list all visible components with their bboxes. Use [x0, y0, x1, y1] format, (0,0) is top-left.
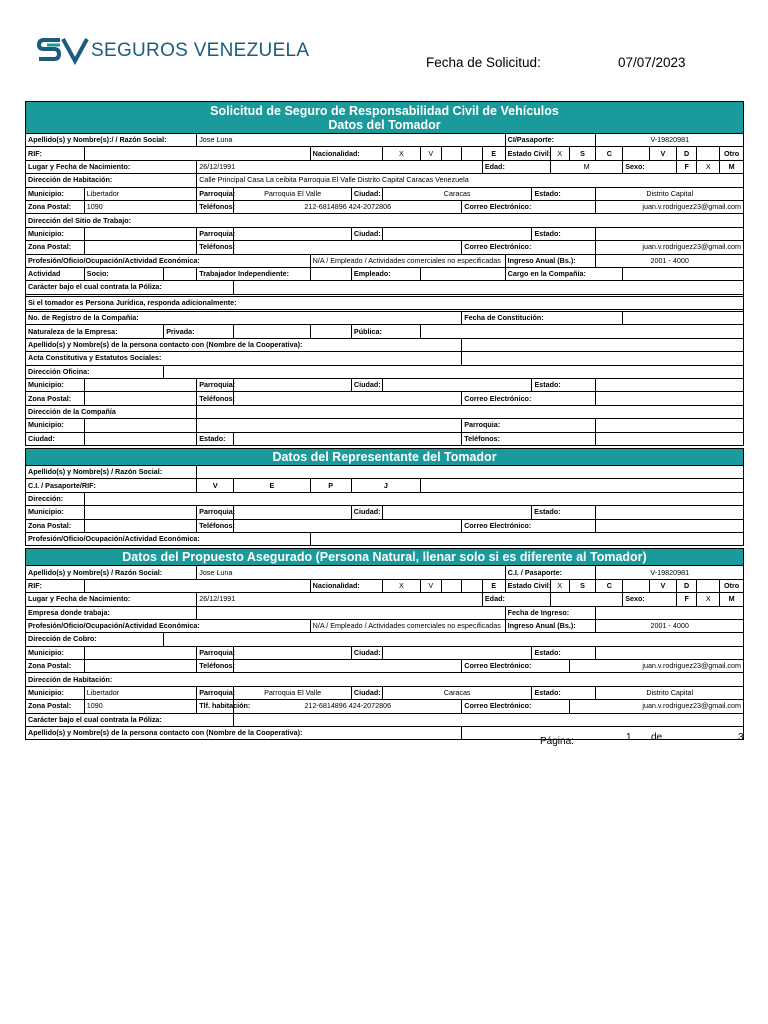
asegurado-table [25, 565, 744, 740]
aseg-sexo-m[interactable]: M [720, 593, 744, 606]
rep-parroquia-field[interactable] [234, 506, 352, 519]
field-label: Estado: [532, 686, 596, 699]
trabajo-estado-field[interactable] [596, 227, 744, 240]
field-label: Parroquia: [197, 506, 234, 519]
field-label: Nacionalidad: [310, 147, 382, 160]
field-label: Ingreso Anual (Bs.): [505, 619, 596, 632]
estado-field[interactable]: Distrito Capital [596, 187, 744, 200]
aseg-nac-v[interactable]: V [421, 579, 442, 592]
field-label: Profesión/Oficio/Ocupación/Actividad Económica: [26, 619, 311, 632]
compania-telefonos-field[interactable] [596, 432, 744, 445]
tomador-table [25, 133, 744, 446]
edad-field[interactable]: M [551, 160, 623, 173]
table-row [26, 727, 744, 740]
field-label: Empleado: [351, 267, 420, 280]
brand-name: SEGUROS VENEZUELA [91, 40, 310, 61]
aseg-cobro-zona[interactable] [84, 660, 196, 673]
trabajo-zona-field[interactable] [84, 241, 196, 254]
field-label: Estado: [532, 506, 596, 519]
rep-estado-field[interactable] [596, 506, 744, 519]
field-label: Parroquia: [197, 227, 234, 240]
table-row [26, 686, 744, 699]
field-label: Dirección Oficina: [26, 365, 164, 378]
aseg-civil-x[interactable]: X [551, 579, 570, 592]
table-row [26, 267, 744, 280]
field-label: C.I. / Pasaporte/RIF: [26, 479, 197, 492]
field-label: Teléfonos: [462, 432, 596, 445]
aseg-hab-ciudad[interactable]: Caracas [382, 686, 532, 699]
field-label: Zona Postal: [26, 660, 85, 673]
field-label: Estado: [532, 646, 596, 659]
compania-blank[interactable] [197, 419, 462, 432]
section-band-representante [25, 448, 744, 465]
aseg-hab-parroquia[interactable]: Parroquia El Valle [234, 686, 352, 699]
aseg-hab-estado[interactable]: Distrito Capital [596, 686, 744, 699]
field-label: Teléfonos: [197, 241, 234, 254]
field-label: Parroquia: [197, 379, 234, 392]
profesion-field[interactable]: N/A / Empleado / Actividades comerciales no especificadas [310, 254, 505, 267]
field-label: Carácter bajo el cual contrata la Póliza: [26, 713, 234, 726]
sexo-f[interactable]: F [676, 160, 697, 173]
rep-j[interactable]: J [351, 479, 420, 492]
rep-p[interactable]: P [310, 479, 351, 492]
field-label: Zona Postal: [26, 392, 85, 405]
representante-nombre-field[interactable] [197, 465, 744, 478]
table-row [26, 566, 744, 579]
nacionalidad-x[interactable]: X [382, 147, 420, 160]
field-label: Dirección del Sitio de Trabajo: [26, 214, 744, 227]
field-label: Zona Postal: [26, 519, 85, 532]
table-row [26, 134, 744, 147]
field-label: Estado Civil: [505, 579, 550, 592]
aseg-sexo-f[interactable]: F [676, 593, 697, 606]
nacionalidad-e[interactable]: E [482, 147, 505, 160]
table-row [26, 532, 744, 545]
aseg-civil-otro[interactable]: Otro [720, 579, 744, 592]
table-row [26, 312, 744, 325]
field-label: Municipio: [26, 686, 85, 699]
compania-municipio-field[interactable] [84, 419, 196, 432]
oficina-telefonos-field[interactable] [234, 392, 462, 405]
field-label: Correo Electrónico: [462, 519, 596, 532]
rep-municipio-field[interactable] [84, 506, 196, 519]
field-label: C.I. / Pasaporte: [505, 566, 596, 579]
field-label: Dirección de Habitación: [26, 174, 197, 187]
direccion-field[interactable]: Calle Principal Casa La ceibita Parroquia El Valle Distrito Capital Caracas Venezuela [197, 174, 744, 187]
aseg-nac-box[interactable] [441, 579, 462, 592]
telefonos-field[interactable]: 212-6814896 424-2072806 [234, 200, 462, 213]
aseg-hab-correo[interactable]: juan.v.rodriguez23@gmail.com [569, 700, 743, 713]
compania-parroquia-field[interactable] [596, 419, 744, 432]
aseg-fecha-ingreso-field[interactable] [596, 606, 744, 619]
field-label: Ciudad: [351, 646, 382, 659]
field-label: Acta Constitutiva y Estatutos Sociales: [26, 352, 462, 365]
field-label: Socio: [84, 267, 163, 280]
table-row [26, 465, 744, 478]
field-label: Apellido(s) y Nombre(s) de la persona contacto con (Nombre de la Cooperativa): [26, 338, 462, 351]
field-label: Lugar y Fecha de Nacimiento: [26, 593, 197, 606]
field-label: Fecha de Ingreso: [505, 606, 596, 619]
rep-profesion-field[interactable] [310, 532, 743, 545]
oficina-municipio-field[interactable] [84, 379, 196, 392]
table-row [26, 713, 744, 726]
aseg-civil-v[interactable]: V [650, 579, 677, 592]
table-row [26, 646, 744, 659]
table-row [26, 579, 744, 592]
section-title-tomador: Datos del Tomador [328, 118, 441, 132]
application-form [25, 101, 744, 740]
field-label: CI/Pasaporte: [505, 134, 596, 147]
publica-field[interactable] [421, 325, 744, 338]
table-row [26, 519, 744, 532]
estado-civil-box[interactable] [697, 147, 720, 160]
aseg-nac-e[interactable]: E [482, 579, 505, 592]
nombre-field[interactable]: Jose Luna [197, 134, 505, 147]
table-row [26, 492, 744, 505]
field-label: Privada: [164, 325, 234, 338]
empleado-box[interactable] [421, 267, 506, 280]
aseg-civil-c[interactable]: C [596, 579, 623, 592]
nacionalidad-box[interactable] [462, 147, 483, 160]
aseg-civil-box[interactable] [697, 579, 720, 592]
field-label: Nacionalidad: [310, 579, 382, 592]
table-row [26, 405, 744, 418]
field-label: Sexo: [623, 160, 677, 173]
aseg-cobro-municipio[interactable] [84, 646, 196, 659]
aseg-nac-box[interactable] [462, 579, 483, 592]
oficina-zona-field[interactable] [84, 392, 196, 405]
aseg-profesion-field[interactable]: N/A / Empleado / Actividades comerciales no especificadas [310, 619, 505, 632]
field-label: Edad: [482, 160, 550, 173]
table-row [26, 214, 744, 227]
field-label: Correo Electrónico: [462, 241, 596, 254]
socio-box[interactable] [164, 267, 197, 280]
table-row [26, 281, 744, 294]
field-label: Apellido(s) y Nombre(s) de la persona contacto con (Nombre de la Cooperativa): [26, 727, 462, 740]
field-label: RIF: [26, 579, 85, 592]
parroquia-field[interactable]: Parroquia El Valle [234, 187, 352, 200]
field-label: Tlf. habitación: [197, 700, 234, 713]
field-label: Zona Postal: [26, 700, 85, 713]
table-row [26, 160, 744, 173]
table-row [26, 432, 744, 445]
table-row [26, 392, 744, 405]
section-band-tomador [25, 101, 744, 133]
estado-civil-c[interactable]: C [596, 147, 623, 160]
table-row [26, 187, 744, 200]
field-label: Estado: [532, 227, 596, 240]
constitucion-field[interactable] [623, 312, 744, 325]
section-title-representante: Datos del Representante del Tomador [272, 449, 497, 464]
trabajo-municipio-field[interactable] [84, 227, 196, 240]
cargo-field[interactable] [623, 267, 744, 280]
estado-civil-s[interactable]: S [569, 147, 596, 160]
aseg-cobro-estado[interactable] [596, 646, 744, 659]
field-label: Estado: [197, 432, 234, 445]
aseg-edad-field[interactable] [551, 593, 623, 606]
estado-civil-v[interactable]: V [650, 147, 677, 160]
field-label: Parroquia: [462, 419, 596, 432]
aseg-civil-d[interactable]: D [676, 579, 697, 592]
fecha-solicitud-label: Fecha de Solicitud: [426, 55, 541, 70]
oficina-ciudad-field[interactable] [382, 379, 532, 392]
aseg-nac-x[interactable]: X [382, 579, 420, 592]
field-label: Ciudad: [351, 187, 382, 200]
field-label: Naturaleza de la Empresa: [26, 325, 164, 338]
rep-zona-field[interactable] [84, 519, 196, 532]
rep-direccion-field[interactable] [84, 492, 743, 505]
field-label: Correo Electrónico: [462, 660, 569, 673]
aseg-cobro-ciudad[interactable] [382, 646, 532, 659]
trabajo-correo-field[interactable]: juan.v.rodriguez23@gmail.com [596, 241, 744, 254]
section-band-asegurado [25, 548, 744, 565]
rep-ci-field[interactable] [420, 479, 743, 492]
acta-field[interactable] [462, 352, 744, 365]
field-label: Ciudad: [351, 506, 382, 519]
privada-box[interactable] [234, 325, 310, 338]
field-label: Trabajador Independiente: [197, 267, 310, 280]
table-row [26, 479, 744, 492]
field-label: Municipio: [26, 646, 85, 659]
trabajo-ciudad-field[interactable] [382, 227, 532, 240]
aseg-caracter-field[interactable] [234, 713, 744, 726]
field-label: Estado: [532, 379, 596, 392]
page-total: 3 [738, 732, 744, 743]
estado-civil-d[interactable]: D [676, 147, 697, 160]
field-label: RIF: [26, 147, 85, 160]
table-row [26, 660, 744, 673]
trabajo-telefonos-field[interactable] [234, 241, 462, 254]
aseg-cobro-field[interactable] [164, 633, 744, 646]
table-row [26, 593, 744, 606]
rif-field[interactable] [84, 147, 310, 160]
fecha-solicitud-value: 07/07/2023 [618, 55, 686, 70]
field-label: Correo Electrónico: [462, 700, 569, 713]
table-row [26, 352, 744, 365]
table-row [26, 606, 744, 619]
table-row [26, 296, 744, 309]
field-label: Estado Civil: [505, 147, 550, 160]
field-label: Dirección de Habitación: [26, 673, 744, 686]
contacto-field[interactable] [462, 338, 744, 351]
aseg-cobro-correo[interactable]: juan.v.rodriguez23@gmail.com [569, 660, 743, 673]
sexo-m[interactable]: M [720, 160, 744, 173]
rep-v[interactable]: V [197, 479, 234, 492]
ciudad-field[interactable]: Caracas [382, 187, 532, 200]
field-label: Dirección: [26, 492, 85, 505]
field-label: Lugar y Fecha de Nacimiento: [26, 160, 197, 173]
form-title: Solicitud de Seguro de Responsabilidad Civil de Vehículos [210, 104, 559, 118]
field-label: Zona Postal: [26, 241, 85, 254]
field-label: Teléfonos: [197, 200, 234, 213]
aseg-rif-field[interactable] [84, 579, 310, 592]
aseg-sexo-x[interactable]: X [697, 593, 720, 606]
field-label: Ciudad: [351, 227, 382, 240]
table-row [26, 227, 744, 240]
field-label: Ciudad: [351, 686, 382, 699]
field-label: Sexo: [623, 593, 677, 606]
aseg-hab-telefonos[interactable]: 212-6814896 424-2072806 [234, 700, 462, 713]
document-header [0, 0, 768, 100]
table-row [26, 241, 744, 254]
field-label: Cargo en la Compañía: [505, 267, 623, 280]
privada-box2[interactable] [310, 325, 351, 338]
table-row [26, 174, 744, 187]
aseg-hab-zona[interactable]: 1090 [84, 700, 196, 713]
rep-telefonos-field[interactable] [234, 519, 462, 532]
ingreso-field[interactable]: 2001 - 4000 [596, 254, 744, 267]
rep-ciudad-field[interactable] [382, 506, 531, 519]
oficina-estado-field[interactable] [596, 379, 744, 392]
nacionalidad-v[interactable]: V [421, 147, 442, 160]
table-row [26, 200, 744, 213]
aseg-fecha-field[interactable]: 26/12/1991 [197, 593, 483, 606]
field-label: Municipio: [26, 227, 85, 240]
field-label: Municipio: [26, 187, 85, 200]
municipio-field[interactable]: Libertador [84, 187, 196, 200]
field-label: Apellido(s) y Nombre(s):/ / Razón Social: [26, 134, 197, 147]
section-title-asegurado: Datos del Propuesto Asegurado (Persona Natural, llenar solo si es diferente al Tomador) [122, 550, 647, 565]
field-label: Pública: [351, 325, 420, 338]
sexo-x[interactable]: X [697, 160, 720, 173]
table-row [26, 147, 744, 160]
rep-correo-field[interactable] [596, 519, 744, 532]
fecha-nacimiento-field[interactable]: 26/12/1991 [197, 160, 483, 173]
field-label: Fecha de Constitución: [462, 312, 623, 325]
table-row [26, 365, 744, 378]
field-label: Parroquia: [197, 646, 234, 659]
field-label: Estado: [532, 187, 596, 200]
estado-civil-x[interactable]: X [551, 147, 570, 160]
table-row [26, 325, 744, 338]
field-label: Parroquia: [197, 686, 234, 699]
aseg-civil-box[interactable] [623, 579, 650, 592]
oficina-correo-field[interactable] [596, 392, 744, 405]
table-row [26, 379, 744, 392]
field-label: Apellido(s) y Nombre(s) / Razón Social: [26, 566, 197, 579]
field-label: Zona Postal: [26, 200, 85, 213]
field-label: Municipio: [26, 506, 85, 519]
field-label: Actividad [26, 267, 85, 280]
ci-field[interactable]: V-19820981 [596, 134, 744, 147]
field-label: Ciudad: [26, 432, 85, 445]
page-label: Página: [540, 736, 574, 747]
field-label: Municipio: [26, 379, 85, 392]
field-label: Correo Electrónico: [462, 200, 596, 213]
aseg-ingreso-field[interactable]: 2001 - 4000 [596, 619, 744, 632]
estado-civil-otro[interactable]: Otro [720, 147, 744, 160]
field-label: Apellido(s) y Nombre(s) / Razón Social: [26, 465, 197, 478]
field-label: Profesión/Oficio/Ocupación/Actividad Económica: [26, 532, 311, 545]
field-label: Ciudad: [351, 379, 382, 392]
independiente-box[interactable] [310, 267, 351, 280]
field-label: Teléfonos: [197, 392, 234, 405]
field-label: Dirección de Cobro: [26, 633, 164, 646]
aseg-ci-field[interactable]: V-19820981 [596, 566, 744, 579]
field-label: Carácter bajo el cual contrata la Póliza: [26, 281, 234, 294]
field-label: Municipio: [26, 419, 85, 432]
table-row [26, 254, 744, 267]
field-label: Profesión/Oficio/Ocupación/Actividad Económica: [26, 254, 311, 267]
trabajo-parroquia-field[interactable] [234, 227, 352, 240]
representante-table [25, 465, 744, 546]
oficina-field[interactable] [164, 365, 744, 378]
estado-civil-box[interactable] [623, 147, 650, 160]
rep-e[interactable]: E [234, 479, 310, 492]
field-label: Teléfonos: [197, 660, 234, 673]
aseg-contacto-field[interactable] [462, 727, 744, 740]
page-number: 1 [626, 732, 632, 743]
aseg-cobro-parroquia[interactable] [234, 646, 352, 659]
table-row [26, 633, 744, 646]
caracter-field[interactable] [234, 281, 744, 294]
field-label: Parroquia: [197, 187, 234, 200]
aseg-nombre-field[interactable]: Jose Luna [197, 566, 505, 579]
correo-field[interactable]: juan.v.rodriguez23@gmail.com [596, 200, 744, 213]
nacionalidad-box[interactable] [441, 147, 462, 160]
field-label: Empresa donde trabaja: [26, 606, 197, 619]
table-row [26, 700, 744, 713]
aseg-cobro-telefonos[interactable] [234, 660, 462, 673]
table-row [26, 419, 744, 432]
field-label: Correo Electrónico: [462, 392, 596, 405]
oficina-parroquia-field[interactable] [234, 379, 352, 392]
field-label: No. de Registro de la Compañía: [26, 312, 462, 325]
table-row [26, 673, 744, 686]
field-label: Teléfonos: [197, 519, 234, 532]
compania-field[interactable] [197, 405, 744, 418]
field-label: Si el tomador es Persona Jurídica, responda adicionalmente: [26, 296, 744, 309]
field-label: Dirección de la Compañía [26, 405, 197, 418]
aseg-empresa-field[interactable] [197, 606, 505, 619]
table-row [26, 619, 744, 632]
field-label: Edad: [482, 593, 550, 606]
aseg-civil-s[interactable]: S [569, 579, 596, 592]
compania-estado-field[interactable] [234, 432, 462, 445]
table-row [26, 506, 744, 519]
page-of: de [651, 732, 663, 743]
zona-postal-field[interactable]: 1090 [84, 200, 196, 213]
compania-ciudad-field[interactable] [84, 432, 196, 445]
field-label: Ingreso Anual (Bs.): [505, 254, 596, 267]
aseg-hab-municipio[interactable]: Libertador [84, 686, 196, 699]
table-row [26, 338, 744, 351]
